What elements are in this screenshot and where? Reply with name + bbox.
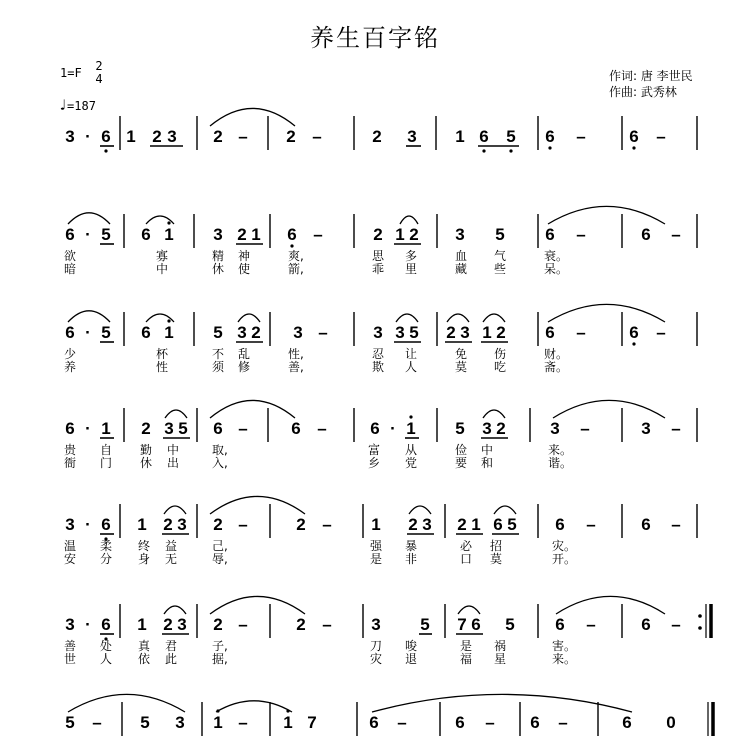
lyric: 灾。 (552, 539, 577, 553)
note: 3 (237, 323, 247, 342)
lyric: 口 (460, 552, 473, 566)
slur (210, 400, 295, 418)
lyric: 箭, (288, 262, 304, 276)
lyric: 气 (494, 249, 507, 263)
lyric: 暴 (405, 539, 418, 553)
lyric: 终 (138, 539, 151, 553)
note: 2 (251, 323, 261, 342)
lyric: 来。 (552, 652, 577, 666)
lyric: 乡 (368, 456, 381, 470)
note: 2 (237, 225, 247, 244)
note: 2 (296, 615, 306, 634)
note: 1 (137, 515, 147, 534)
lyric: 贵 (64, 443, 77, 457)
augmentation-dot: · (85, 127, 91, 146)
lyric: 招 (490, 539, 503, 553)
dash-note: – (580, 419, 590, 438)
lyric: 免 (455, 347, 468, 361)
lyric: 爽, (288, 249, 304, 263)
slur (238, 314, 260, 322)
note: 2 (163, 615, 173, 634)
augmentation-dot: · (85, 515, 91, 534)
lyric: 益 (165, 539, 178, 553)
lyric: 温 (64, 539, 77, 553)
lyric: 子, (212, 639, 228, 653)
note: 3 (407, 127, 417, 146)
note: 1 (471, 515, 481, 534)
lyric: 辱, (212, 552, 228, 566)
lyric: 唆 (405, 639, 418, 653)
note: 6 (545, 225, 555, 244)
time-signature-bottom: 4 (95, 72, 103, 86)
slur (458, 606, 480, 614)
lyric: 乖 (372, 262, 385, 276)
note: 6 (369, 713, 379, 732)
note: 3 (164, 419, 174, 438)
lyric: 欲 (64, 249, 77, 263)
lyric: 是 (370, 552, 383, 566)
octave-dot-below (482, 149, 485, 152)
dash-note: – (238, 615, 248, 634)
dash-note: – (671, 419, 681, 438)
note: 3 (65, 615, 75, 634)
lyric: 莫 (490, 552, 503, 566)
lyric: 呆。 (544, 262, 569, 276)
note: 3 (167, 127, 177, 146)
note: 6 (370, 419, 380, 438)
augmentation-dot: · (390, 419, 396, 438)
note: 2 (163, 515, 173, 534)
lyric: 让 (405, 347, 418, 361)
composer-credit: 作曲: 武秀林 (609, 85, 677, 99)
note: 3 (65, 127, 75, 146)
slur (494, 506, 516, 514)
lyric: 财。 (544, 347, 569, 361)
lyric: 党 (405, 456, 418, 470)
dash-note: – (238, 713, 248, 732)
lyric: 修 (238, 360, 251, 374)
note: 2 (373, 225, 383, 244)
note: 6 (101, 615, 111, 634)
note: 7 (457, 615, 467, 634)
lyric: 里 (405, 262, 418, 276)
octave-dot-above (286, 709, 289, 712)
lyric: 杯 (156, 347, 169, 361)
note: 1 (213, 713, 223, 732)
octave-dot-above (167, 319, 170, 322)
dash-note: – (397, 713, 407, 732)
lyric: 门 (100, 456, 113, 470)
octave-dot-below (548, 146, 551, 149)
augmentation-dot: · (85, 225, 91, 244)
lyric: 出 (167, 456, 180, 470)
lyric: 善, (288, 360, 304, 374)
note: 0 (666, 713, 676, 732)
lyric: 开。 (552, 552, 577, 566)
lyric: 精 (212, 249, 225, 263)
lyric: 强 (370, 539, 383, 553)
note: 2 (446, 323, 456, 342)
note: 1 (371, 515, 381, 534)
slur (68, 311, 110, 322)
lyric: 中 (167, 443, 180, 457)
lyric: 非 (405, 552, 418, 566)
note: 6 (641, 515, 651, 534)
lyric: 依 (138, 652, 151, 666)
lyric: 休 (212, 262, 225, 276)
lyric: 不 (212, 347, 225, 361)
octave-dot-below (290, 244, 293, 247)
note: 2 (457, 515, 467, 534)
note: 6 (213, 419, 223, 438)
note: 5 (495, 225, 505, 244)
note: 3 (293, 323, 303, 342)
note: 5 (213, 323, 223, 342)
lyric: 福 (460, 652, 473, 666)
lyric: 灾 (370, 652, 383, 666)
lyric: 来。 (548, 443, 573, 457)
note: 5 (101, 323, 111, 342)
lyric: 取, (212, 443, 228, 457)
lyric: 退 (405, 652, 418, 666)
note: 6 (545, 323, 555, 342)
note: 6 (141, 323, 151, 342)
dash-note: – (576, 225, 586, 244)
slur (483, 410, 505, 418)
slur (548, 304, 665, 322)
note: 2 (496, 323, 506, 342)
dash-note: – (322, 515, 332, 534)
note: 1 (455, 127, 465, 146)
note: 5 (506, 127, 516, 146)
note: 3 (373, 323, 383, 342)
dash-note: – (92, 713, 102, 732)
lyric: 分 (100, 552, 113, 566)
dash-note: – (656, 323, 666, 342)
note: 3 (455, 225, 465, 244)
slur (447, 314, 469, 322)
note: 3 (175, 713, 185, 732)
note: 6 (629, 323, 639, 342)
note: 1 (406, 419, 416, 438)
note: 1 (251, 225, 261, 244)
lyric: 须 (212, 360, 225, 374)
slur (68, 694, 185, 712)
dash-note: – (671, 225, 681, 244)
lyric: 斋。 (544, 360, 569, 374)
note: 6 (479, 127, 489, 146)
slur (164, 606, 186, 614)
note: 6 (101, 515, 111, 534)
lyric: 祸 (494, 639, 507, 653)
repeat-dot (698, 626, 702, 630)
note: 2 (213, 515, 223, 534)
lyric: 害。 (552, 639, 577, 653)
octave-dot-below (509, 149, 512, 152)
lyric: 血 (455, 249, 468, 263)
note: 3 (395, 323, 405, 342)
slur (396, 314, 418, 322)
dash-note: – (576, 127, 586, 146)
note: 2 (296, 515, 306, 534)
note: 2 (213, 127, 223, 146)
slur (372, 694, 632, 712)
note: 1 (164, 323, 174, 342)
lyric: 身 (138, 552, 151, 566)
lyric: 暗 (64, 262, 77, 276)
dash-note: – (322, 615, 332, 634)
lyric: 要 (455, 456, 468, 470)
note: 7 (307, 713, 317, 732)
lyric: 安 (64, 552, 77, 566)
lyric: 富 (368, 443, 381, 457)
note: 6 (641, 615, 651, 634)
lyric: 入, (212, 456, 228, 470)
note: 6 (65, 225, 75, 244)
note: 6 (555, 615, 565, 634)
octave-dot-above (409, 415, 412, 418)
lyric: 世 (64, 652, 77, 666)
note: 3 (422, 515, 432, 534)
note: 6 (101, 127, 111, 146)
note: 5 (420, 615, 430, 634)
note: 6 (530, 713, 540, 732)
lyric: 寡 (156, 249, 169, 263)
note: 3 (371, 615, 381, 634)
note: 5 (507, 515, 517, 534)
lyric: 使 (238, 262, 251, 276)
note: 2 (496, 419, 506, 438)
slur (548, 206, 665, 224)
time-signature-top: 2 (95, 59, 103, 73)
note: 6 (65, 419, 75, 438)
dash-note: – (586, 515, 596, 534)
lyric: 刀 (370, 639, 383, 653)
octave-dot-above (167, 221, 170, 224)
lyric: 自 (100, 443, 113, 457)
dash-note: – (313, 225, 323, 244)
dash-note: – (485, 713, 495, 732)
slur (483, 314, 505, 322)
lyric: 处 (100, 639, 113, 653)
slur (556, 596, 665, 614)
lyric: 是 (460, 639, 473, 653)
repeat-dot (698, 614, 702, 618)
lyric: 乱 (238, 347, 251, 361)
note: 3 (550, 419, 560, 438)
dash-note: – (671, 615, 681, 634)
dash-note: – (238, 515, 248, 534)
dash-note: – (576, 323, 586, 342)
note: 3 (213, 225, 223, 244)
dash-note: – (656, 127, 666, 146)
lyric: 中 (156, 262, 169, 276)
note: 2 (213, 615, 223, 634)
dash-note: – (318, 323, 328, 342)
lyric: 性, (288, 347, 304, 361)
note: 5 (455, 419, 465, 438)
octave-dot-below (632, 146, 635, 149)
note: 6 (641, 225, 651, 244)
lyric: 谐。 (548, 456, 573, 470)
augmentation-dot: · (85, 615, 91, 634)
lyric: 星 (494, 652, 507, 666)
note: 6 (629, 127, 639, 146)
note: 2 (141, 419, 151, 438)
lyric: 真 (138, 639, 151, 653)
note: 1 (283, 713, 293, 732)
note: 5 (101, 225, 111, 244)
slur (210, 596, 305, 614)
lyric: 无 (165, 552, 178, 566)
note: 1 (101, 419, 111, 438)
slur (216, 701, 292, 712)
note: 1 (395, 225, 405, 244)
dash-note: – (312, 127, 322, 146)
note: 3 (460, 323, 470, 342)
note: 5 (65, 713, 75, 732)
lyric: 莫 (455, 360, 468, 374)
lyricist-credit: 作词: 唐 李世民 (609, 69, 693, 83)
note: 1 (137, 615, 147, 634)
lyric: 多 (405, 249, 418, 263)
note: 1 (164, 225, 174, 244)
lyric: 必 (460, 539, 473, 553)
lyric: 藏 (455, 262, 468, 276)
note: 6 (622, 713, 632, 732)
lyric: 神 (238, 249, 251, 263)
slur (165, 410, 187, 418)
lyric: 从 (405, 443, 418, 457)
lyric: 人 (405, 360, 418, 374)
note: 2 (372, 127, 382, 146)
slur (210, 496, 305, 514)
lyric: 性 (156, 360, 169, 374)
note: 6 (555, 515, 565, 534)
note: 3 (177, 515, 187, 534)
note: 2 (152, 127, 162, 146)
note: 5 (409, 323, 419, 342)
lyric: 衙 (64, 456, 77, 470)
augmentation-dot: · (85, 419, 91, 438)
lyric: 衰。 (544, 249, 569, 263)
slur (400, 216, 418, 224)
lyric: 忍 (372, 347, 385, 361)
lyric: 俭 (455, 443, 468, 457)
lyric: 些 (494, 262, 507, 276)
note: 3 (177, 615, 187, 634)
lyric: 柔 (100, 539, 113, 553)
lyric: 中 (481, 443, 494, 457)
lyric: 和 (481, 456, 494, 470)
lyric: 欺 (372, 360, 385, 374)
note: 6 (291, 419, 301, 438)
note: 3 (641, 419, 651, 438)
lyric: 君 (165, 639, 178, 653)
note: 5 (140, 713, 150, 732)
lyric: 己, (212, 539, 228, 553)
note: 6 (471, 615, 481, 634)
dash-note: – (238, 127, 248, 146)
note: 6 (65, 323, 75, 342)
lyric: 此 (165, 652, 178, 666)
note: 1 (482, 323, 492, 342)
lyric: 善 (64, 639, 77, 653)
lyric: 思 (372, 249, 385, 263)
slur (409, 506, 431, 514)
octave-dot-below (632, 342, 635, 345)
octave-dot-above (216, 709, 219, 712)
key-signature: 1=F (60, 66, 82, 80)
note: 1 (126, 127, 136, 146)
lyric: 休 (140, 456, 153, 470)
lyric: 据, (212, 652, 228, 666)
dash-note: – (558, 713, 568, 732)
note: 2 (409, 225, 419, 244)
note: 6 (287, 225, 297, 244)
dash-note: – (586, 615, 596, 634)
note: 6 (141, 225, 151, 244)
note: 5 (505, 615, 515, 634)
note: 6 (545, 127, 555, 146)
lyric: 伤 (494, 347, 507, 361)
lyric: 勤 (140, 443, 153, 457)
note: 5 (178, 419, 188, 438)
note: 6 (455, 713, 465, 732)
dash-note: – (671, 515, 681, 534)
slur (553, 400, 665, 418)
octave-dot-below (104, 149, 107, 152)
note: 2 (408, 515, 418, 534)
lyric: 人 (100, 652, 113, 666)
note: 6 (493, 515, 503, 534)
note: 3 (482, 419, 492, 438)
song-title: 养生百字铭 (310, 24, 440, 52)
slur (210, 108, 295, 126)
slur (164, 506, 186, 514)
note: 2 (286, 127, 296, 146)
quarter-note-icon: ♩ (58, 96, 68, 114)
lyric: 少 (64, 347, 77, 361)
lyric: 吃 (494, 360, 507, 374)
lyric: 养 (64, 360, 77, 374)
tempo-value: =187 (67, 99, 96, 113)
augmentation-dot: · (85, 323, 91, 342)
dash-note: – (317, 419, 327, 438)
note: 3 (65, 515, 75, 534)
dash-note: – (238, 419, 248, 438)
slur (68, 213, 110, 224)
